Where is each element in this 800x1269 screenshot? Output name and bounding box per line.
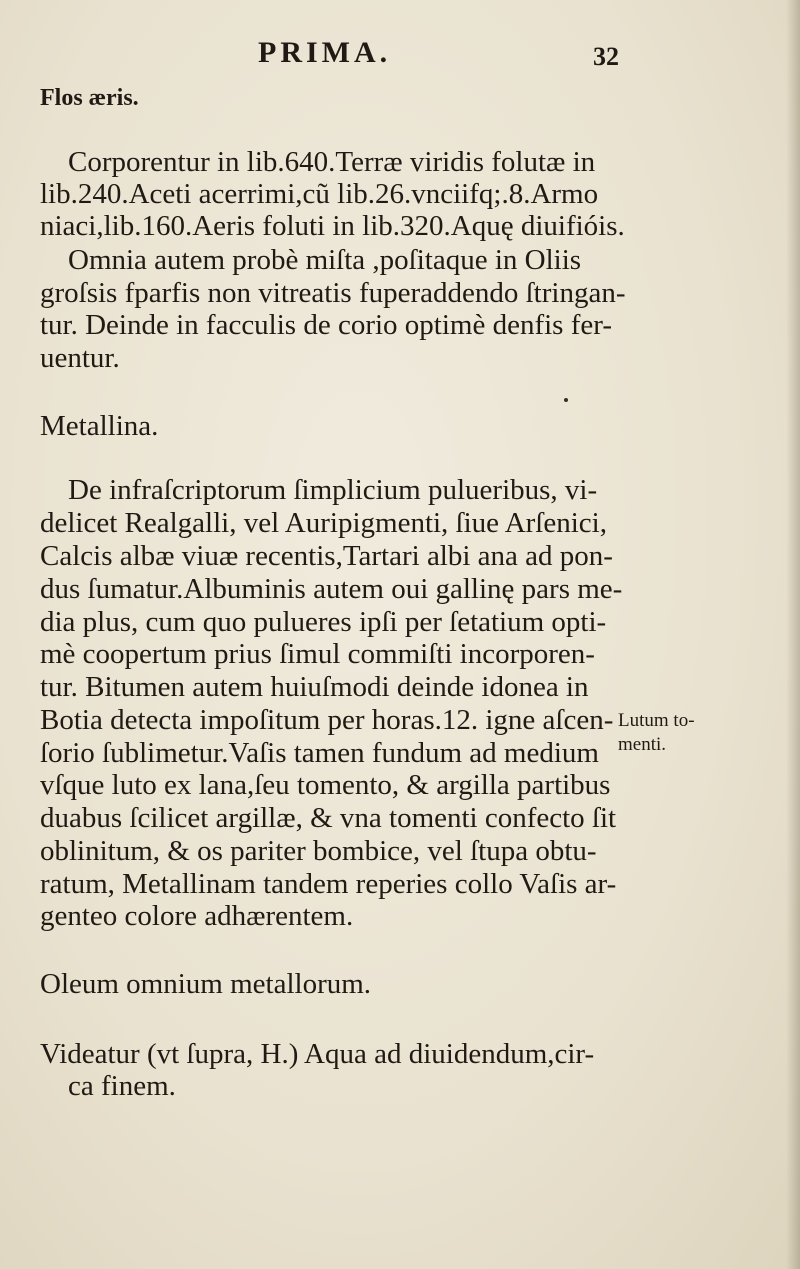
text-line: tur. Deinde in facculis de corio optimè denfis fer-	[40, 309, 612, 341]
text-line: ca finem.	[68, 1070, 176, 1102]
text-line: duabus ſcilicet argillæ, & vna tomenti confecto ſit	[40, 802, 617, 834]
margin-note-line-1: Lutum to-	[618, 710, 695, 731]
section-title-oleum: Oleum omnium metallorum.	[40, 968, 372, 1000]
text-line: delicet Realgalli, vel Auripigmenti, ſiue Arſenici,	[40, 507, 607, 539]
text-line: vſque luto ex lana,ſeu tomento, & argilla partibus	[40, 769, 611, 801]
text-line: Calcis albæ viuæ recentis,Tartari albi ana ad pon-	[40, 540, 613, 572]
page-edge-shadow	[786, 0, 800, 1269]
text-line: groſsis fparfis non vitreatis fuperaddendo ſtringan-	[40, 277, 626, 309]
text-line: De infraſcriptorum ſimplicium pulueribus, vi-	[68, 474, 598, 506]
text-line: dus ſumatur.Albuminis autem oui gallinę pars me-	[40, 573, 623, 605]
running-title: PRIMA.	[258, 36, 392, 69]
text-line: ratum, Metallinam tandem reperies collo Vaſis ar-	[40, 868, 617, 900]
section-title-metallina: Metallina.	[40, 410, 159, 442]
text-line: uentur.	[40, 342, 120, 374]
text-line: dia plus, cum quo pulueres ipſi per ſetatium opti-	[40, 606, 607, 638]
section-title-flos-aeris: Flos æris.	[40, 85, 139, 111]
text-line: ſorio ſublimetur.Vaſis tamen fundum ad medium	[40, 737, 599, 769]
text-line: Omnia autem probè miſta ,poſitaque in Oliis	[68, 244, 582, 276]
text-line: Botia detecta impoſitum per horas.12. igne aſcen-	[40, 704, 614, 736]
text-line: lib.240.Aceti acerrimi,cũ lib.26.vnciifq;.8.Armo	[40, 178, 599, 210]
text-line: Corporentur in lib.640.Terræ viridis folutæ in	[68, 146, 596, 178]
text-line: oblinitum, & os pariter bombice, vel ſtupa obtu-	[40, 835, 597, 867]
text-line: niaci,lib.160.Aeris foluti in lib.320.Aquę diuifióis.	[40, 210, 625, 242]
text-line: mè coopertum prius ſimul commiſti incorporen-	[40, 638, 595, 670]
margin-note-line-2: menti.	[618, 734, 667, 755]
ink-dot	[564, 398, 568, 402]
text-line: genteo colore adhærentem.	[40, 900, 354, 932]
text-line: tur. Bitumen autem huiuſmodi deinde idonea in	[40, 671, 589, 703]
page-number: 32	[593, 42, 619, 71]
text-line: Videatur (vt ſupra, H.) Aqua ad diuidendum,cir-	[40, 1038, 595, 1070]
